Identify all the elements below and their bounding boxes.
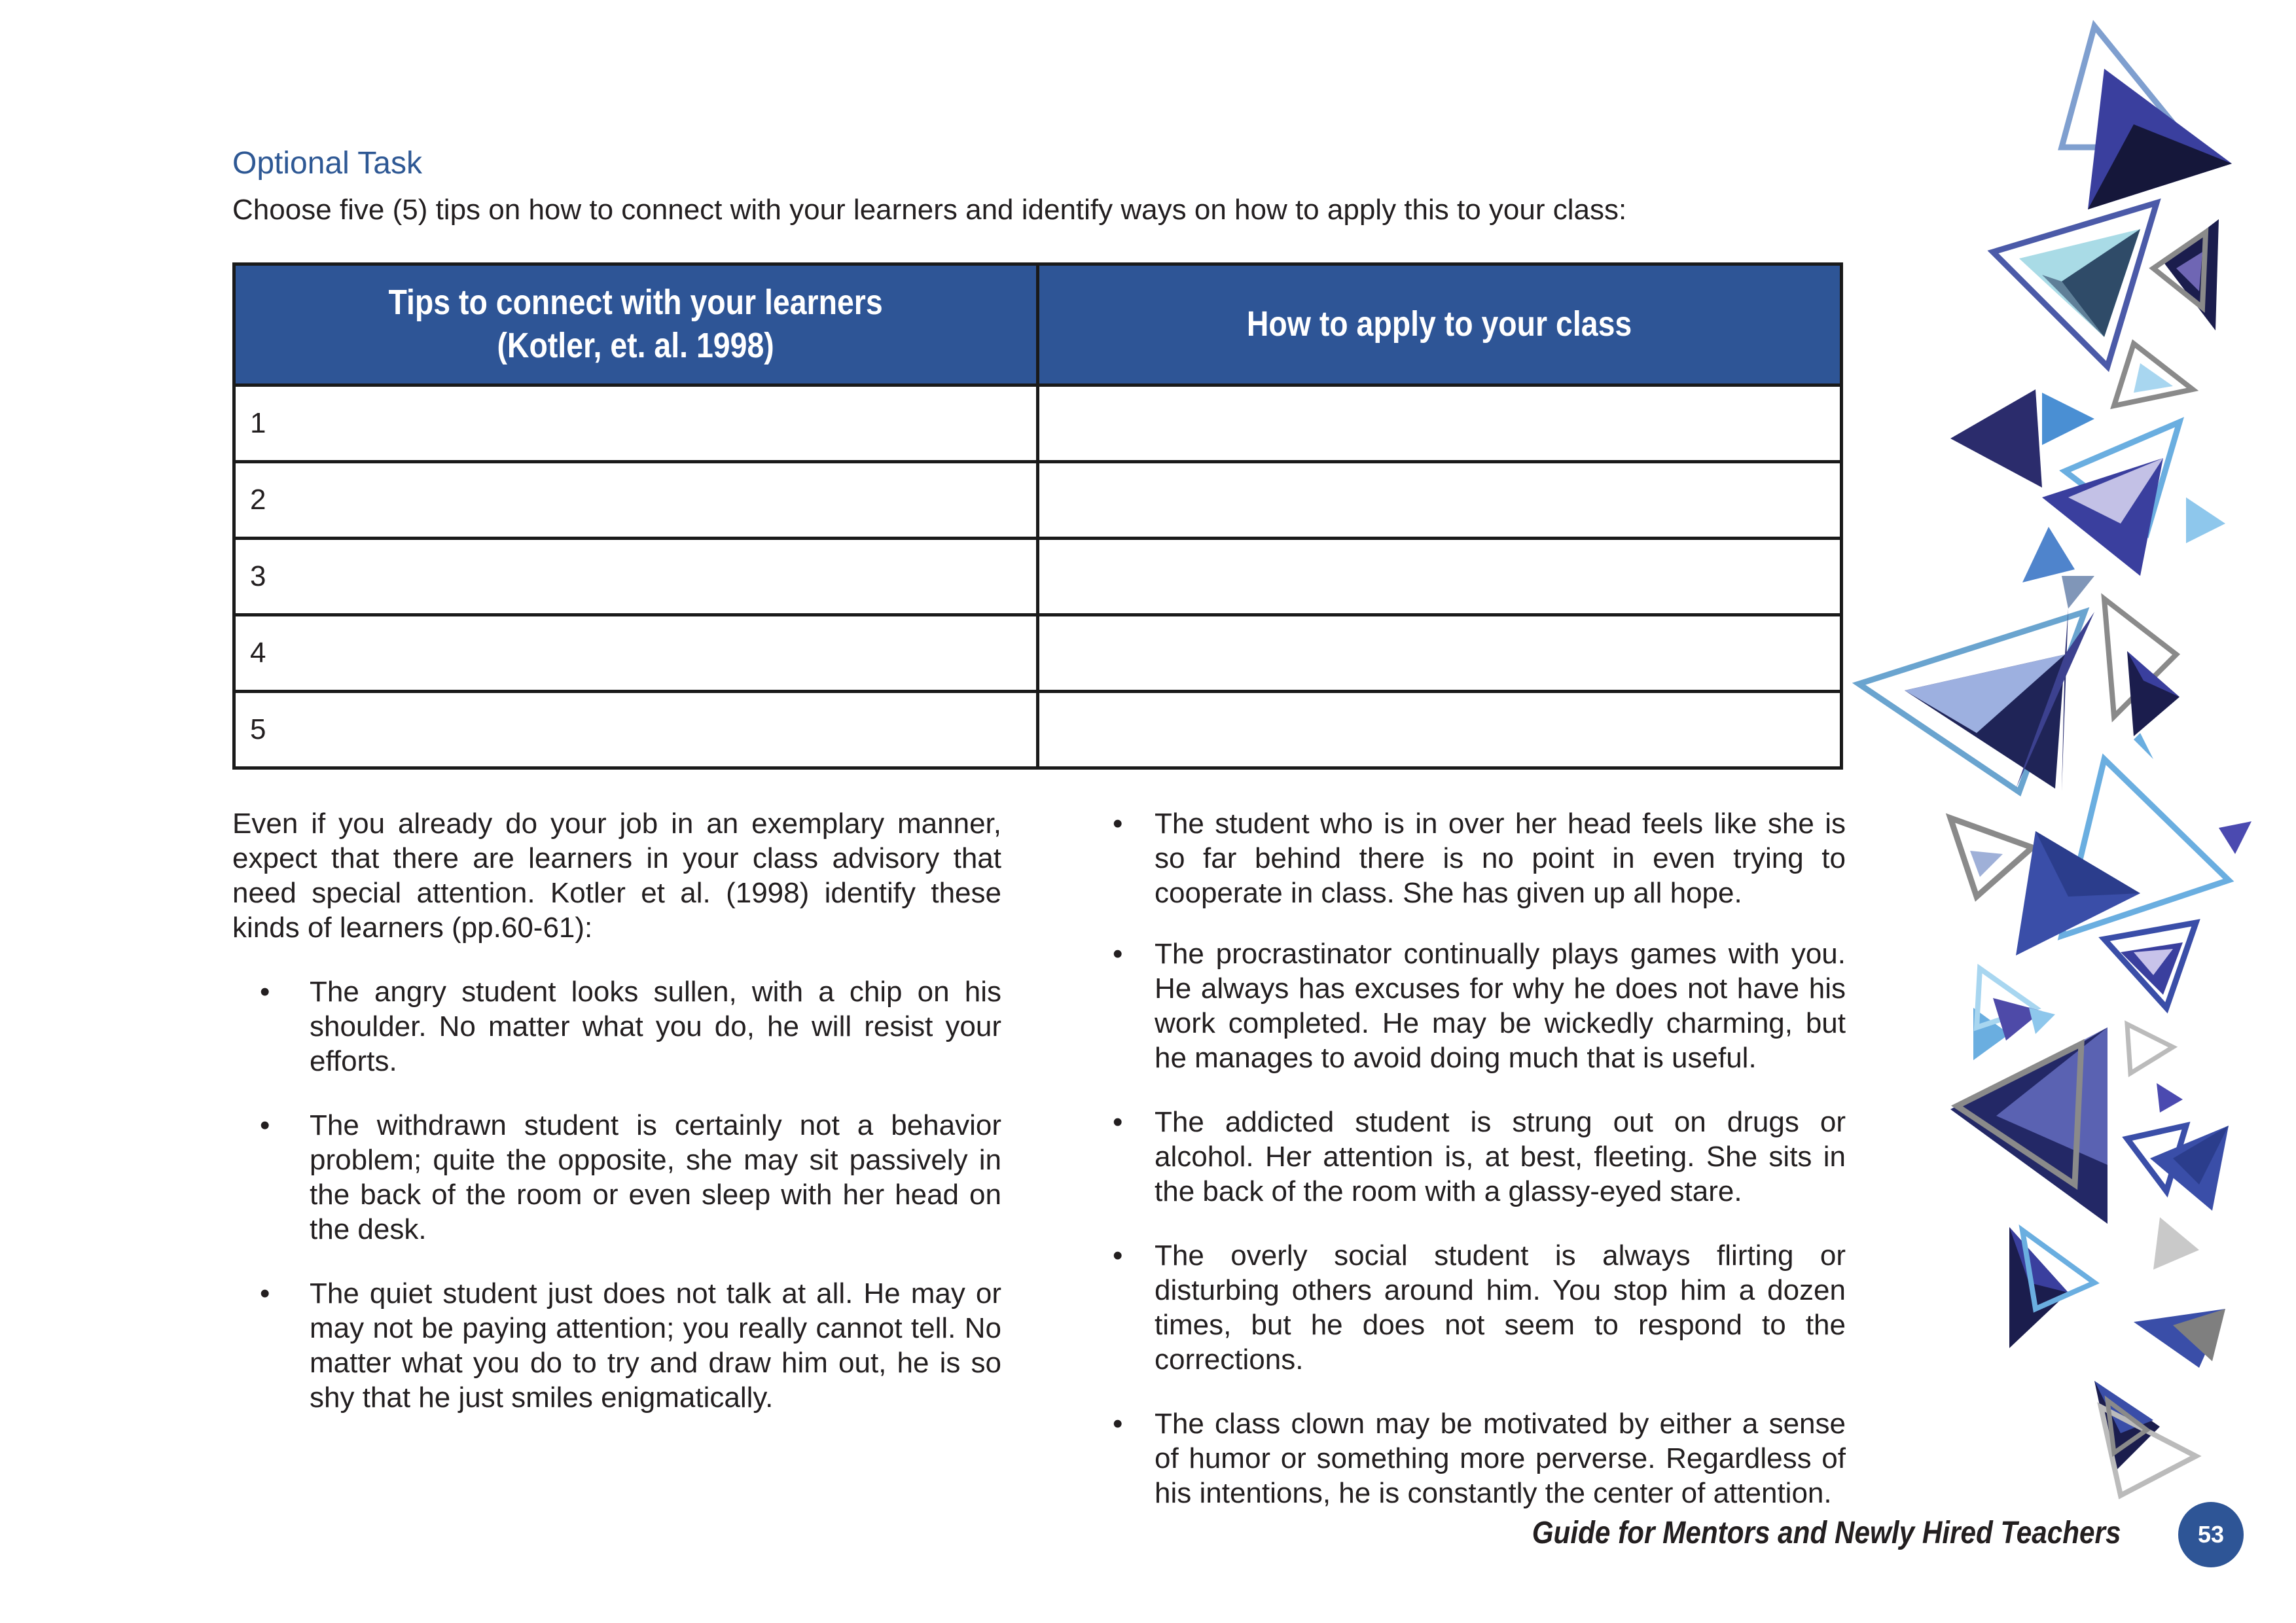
list-item (232, 1276, 1001, 1415)
apply-cell[interactable] (1038, 539, 1842, 615)
triangle-shape (2042, 393, 2094, 445)
bullet-icon: • (260, 1277, 270, 1310)
table-row (234, 385, 1842, 462)
triangle-shape (2134, 733, 2153, 759)
footer-title-text: Guide for Mentors and Newly Hired Teachers (1532, 1516, 2121, 1550)
header-tips (234, 264, 1038, 385)
intro-paragraph: Even if you already do your job in an exemplary manner, expect that there are learners in your class advisory that need special attention. Kotler et al. (1998) identify these kinds of learners (pp.60-61): (232, 808, 1001, 944)
row-number[interactable]: 5 (234, 692, 1038, 768)
left-column (232, 806, 1001, 1444)
list-item (1113, 1238, 1846, 1377)
list-item-text: The class clown may be motivated by either a sense of humor or something more perverse. Regardless of his intentions, he is constantly the center of attention. (1155, 1408, 1846, 1509)
list-item-text: The procrastinator continually plays games with you. He always has excuses for why he does not have his work completed. He may be wickedly charming, but he manages to avoid doing much that is useful. (1155, 938, 1846, 1074)
apply-cell[interactable] (1038, 615, 1842, 692)
list-item-text: The angry student looks sullen, with a chip on his shoulder. No matter what you do, he will resist your efforts. (310, 976, 1001, 1077)
apply-cell[interactable] (1038, 692, 1842, 768)
triangle-shape (2127, 1024, 2173, 1073)
bullet-icon: • (1113, 808, 1123, 840)
table-row (234, 462, 1842, 539)
table-row (234, 539, 1842, 615)
header-apply-label: How to apply to your class (1247, 304, 1632, 344)
list-item-text: The overly social student is always flirting or disturbing others around him. You stop him a dozen times, but he does not seem to respond to the corrections. (1155, 1240, 1846, 1376)
row-number[interactable]: 4 (234, 615, 1038, 692)
triangle-shape (2062, 609, 2068, 792)
triangle-shape (2153, 1217, 2199, 1270)
table-row (234, 692, 1842, 768)
bullet-icon: • (260, 976, 270, 1008)
section-heading: Optional Task (232, 146, 422, 181)
triangle-shape (2062, 576, 2094, 609)
list-item (1113, 806, 1846, 910)
bullet-icon: • (1113, 1240, 1123, 1272)
header-tips-line1: Tips to connect with your learners (388, 283, 884, 323)
triangle-shape (1970, 851, 2003, 877)
instruction-text: Choose five (5) tips on how to connect with your learners and identify ways on how to apply this to your class: (232, 194, 1627, 226)
table-header-row (234, 264, 1842, 385)
table-row (234, 615, 1842, 692)
list-item (1113, 1105, 1846, 1209)
triangle-shape (2186, 497, 2225, 543)
triangle-shape (2022, 527, 2075, 582)
bullet-icon: • (260, 1109, 270, 1141)
list-item (1113, 936, 1846, 1075)
triangle-decoration (1846, 0, 2296, 1623)
row-number[interactable]: 2 (234, 462, 1038, 539)
header-apply (1038, 264, 1842, 385)
list-item-text: The addicted student is strung out on drugs or alcohol. Her attention is, at best, fleeting. She sits in the back of the room with a glassy-eyed stare. (1155, 1106, 1846, 1207)
header-tips-line2: (Kotler, et. al. 1998) (497, 326, 775, 365)
triangle-shape (2029, 1008, 2055, 1034)
triangle-shape (1950, 389, 2042, 488)
apply-cell[interactable] (1038, 385, 1842, 462)
apply-cell[interactable] (1038, 462, 1842, 539)
row-number[interactable]: 3 (234, 539, 1038, 615)
list-item-text: The withdrawn student is certainly not a behavior problem; quite the opposite, she may sit passively in the back of the room or even sleep with her head on the desk. (310, 1109, 1001, 1245)
right-column (1113, 806, 1846, 1540)
list-item-text: The student who is in over her head feels like she is so far behind there is no point in even trying to cooperate in class. She has given up all hope. (1155, 808, 1846, 909)
list-item (232, 1108, 1001, 1247)
bullet-icon: • (1113, 938, 1123, 970)
bullet-icon: • (1113, 1106, 1123, 1138)
learner-types-list-right (1113, 806, 1846, 1510)
bullet-icon: • (1113, 1408, 1123, 1440)
row-number[interactable]: 1 (234, 385, 1038, 462)
tips-table (232, 262, 1843, 770)
page-number-badge: 53 (2178, 1502, 2244, 1567)
learner-types-list-left (232, 974, 1001, 1415)
footer-title (1427, 1515, 2121, 1551)
triangle-shape (2219, 821, 2251, 854)
list-item (1113, 1406, 1846, 1510)
list-item (232, 974, 1001, 1079)
list-item-text: The quiet student just does not talk at all. He may or may not be paying attention; you really cannot tell. No matter what you do to try and draw him out, he is so shy that he just smiles enigmatically. (310, 1277, 1001, 1414)
triangle-shape (2157, 1083, 2183, 1113)
